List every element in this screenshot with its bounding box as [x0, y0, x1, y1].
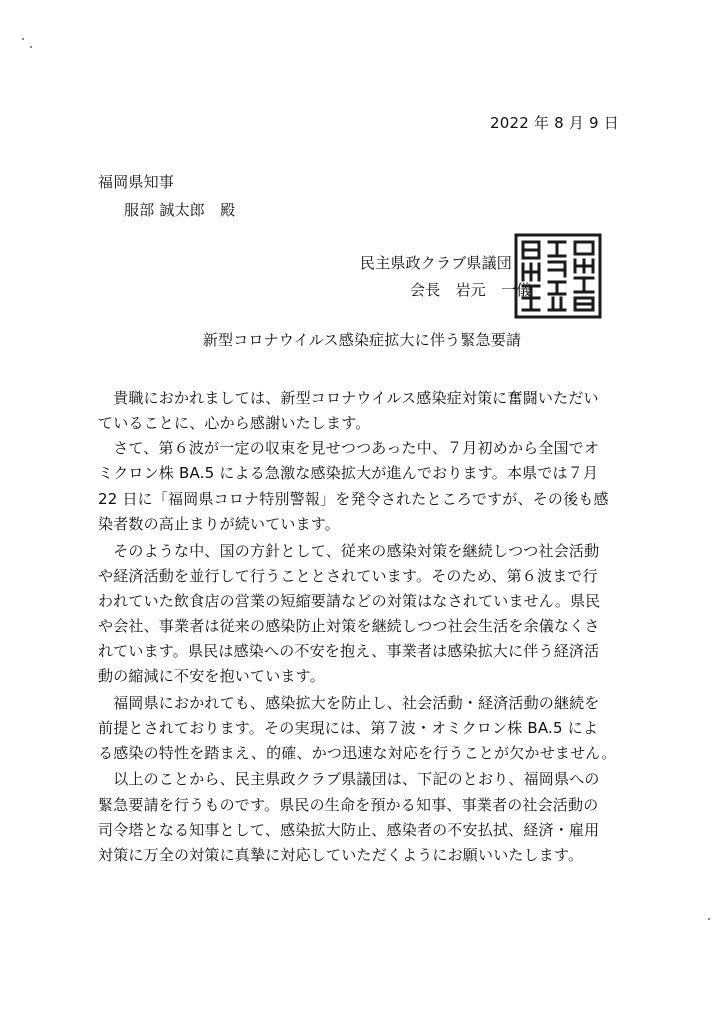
- body-line: 以上のことから、民主県政クラブ県議団は、下記のとおり、福岡県への: [98, 770, 600, 788]
- body-line: そのような中、国の方針として、従来の感染対策を継続しつつ社会活動: [98, 542, 600, 560]
- body-line: 前提とされております。その実現には、第７波・オミクロン株 BA.5 によ: [98, 719, 599, 737]
- sender-organization: 民主県政クラブ県議団: [360, 254, 513, 272]
- scan-speck: [22, 38, 24, 40]
- body-line: や会社、事業者は従来の感染防止対策を継続しつつ社会生活を余儀なくさ: [98, 617, 600, 635]
- body-line: われていた飲食店の営業の短縮要請などの対策はなされていません。県民: [98, 592, 601, 610]
- body-line: 福岡県におかれても、感染拡大を防止し、社会活動・経済活動の継続を: [98, 694, 600, 712]
- scan-speck: [30, 46, 32, 48]
- body-line: 22 日に「福岡県コロナ特別警報」を発令されたところですが、その後も感: [98, 490, 609, 508]
- body-line: さて、第６波が一定の収束を見せつつあった中、７月初めから全国でオ: [98, 439, 600, 457]
- document-date: 2022 年 8 月 9 日: [490, 114, 619, 132]
- body-line: 染者数の高止まりが続いています。: [98, 515, 341, 533]
- body-line: 司令塔となる知事として、感染拡大防止、感染者の不安払拭、経済・雇用: [98, 821, 600, 839]
- body-line: 動の縮減に不安を抱いています。: [98, 667, 325, 685]
- recipient-title: 福岡県知事: [98, 173, 175, 191]
- body-line: れています。県民は感染への不安を抱え、事業者は感染拡大に伴う経済活: [98, 642, 600, 660]
- document-title: 新型コロナウイルス感染症拡大に伴う緊急要請: [202, 331, 522, 349]
- body-line: ミクロン株 BA.5 による急激な感染拡大が進んでおります。本県では７月: [98, 464, 599, 482]
- body-line: 緊急要請を行うものです。県民の生命を預かる知事、事業者の社会活動の: [98, 796, 599, 814]
- sender-chair: 会長 岩元 一儀: [410, 281, 532, 299]
- body-line: や経済活動を並行して行うこととされています。そのため、第６波まで行: [98, 567, 598, 585]
- body-line: 対策に万全の対策に真摯に対応していただくようにお願いいたします。: [98, 846, 584, 864]
- body-line: る感染の特性を踏まえ、的確、かつ迅速な対応を行うことが欠かせません。: [98, 744, 617, 762]
- body-line: ていることに、心から感謝いたします。: [98, 414, 371, 432]
- recipient-name: 服部 誠太郎 殿: [124, 201, 236, 219]
- body-line: 貴職におかれましては、新型コロナウイルス感染症対策に奮闘いただい: [98, 389, 599, 407]
- seal-stamp-icon: [513, 232, 603, 320]
- scan-speck: [708, 918, 710, 920]
